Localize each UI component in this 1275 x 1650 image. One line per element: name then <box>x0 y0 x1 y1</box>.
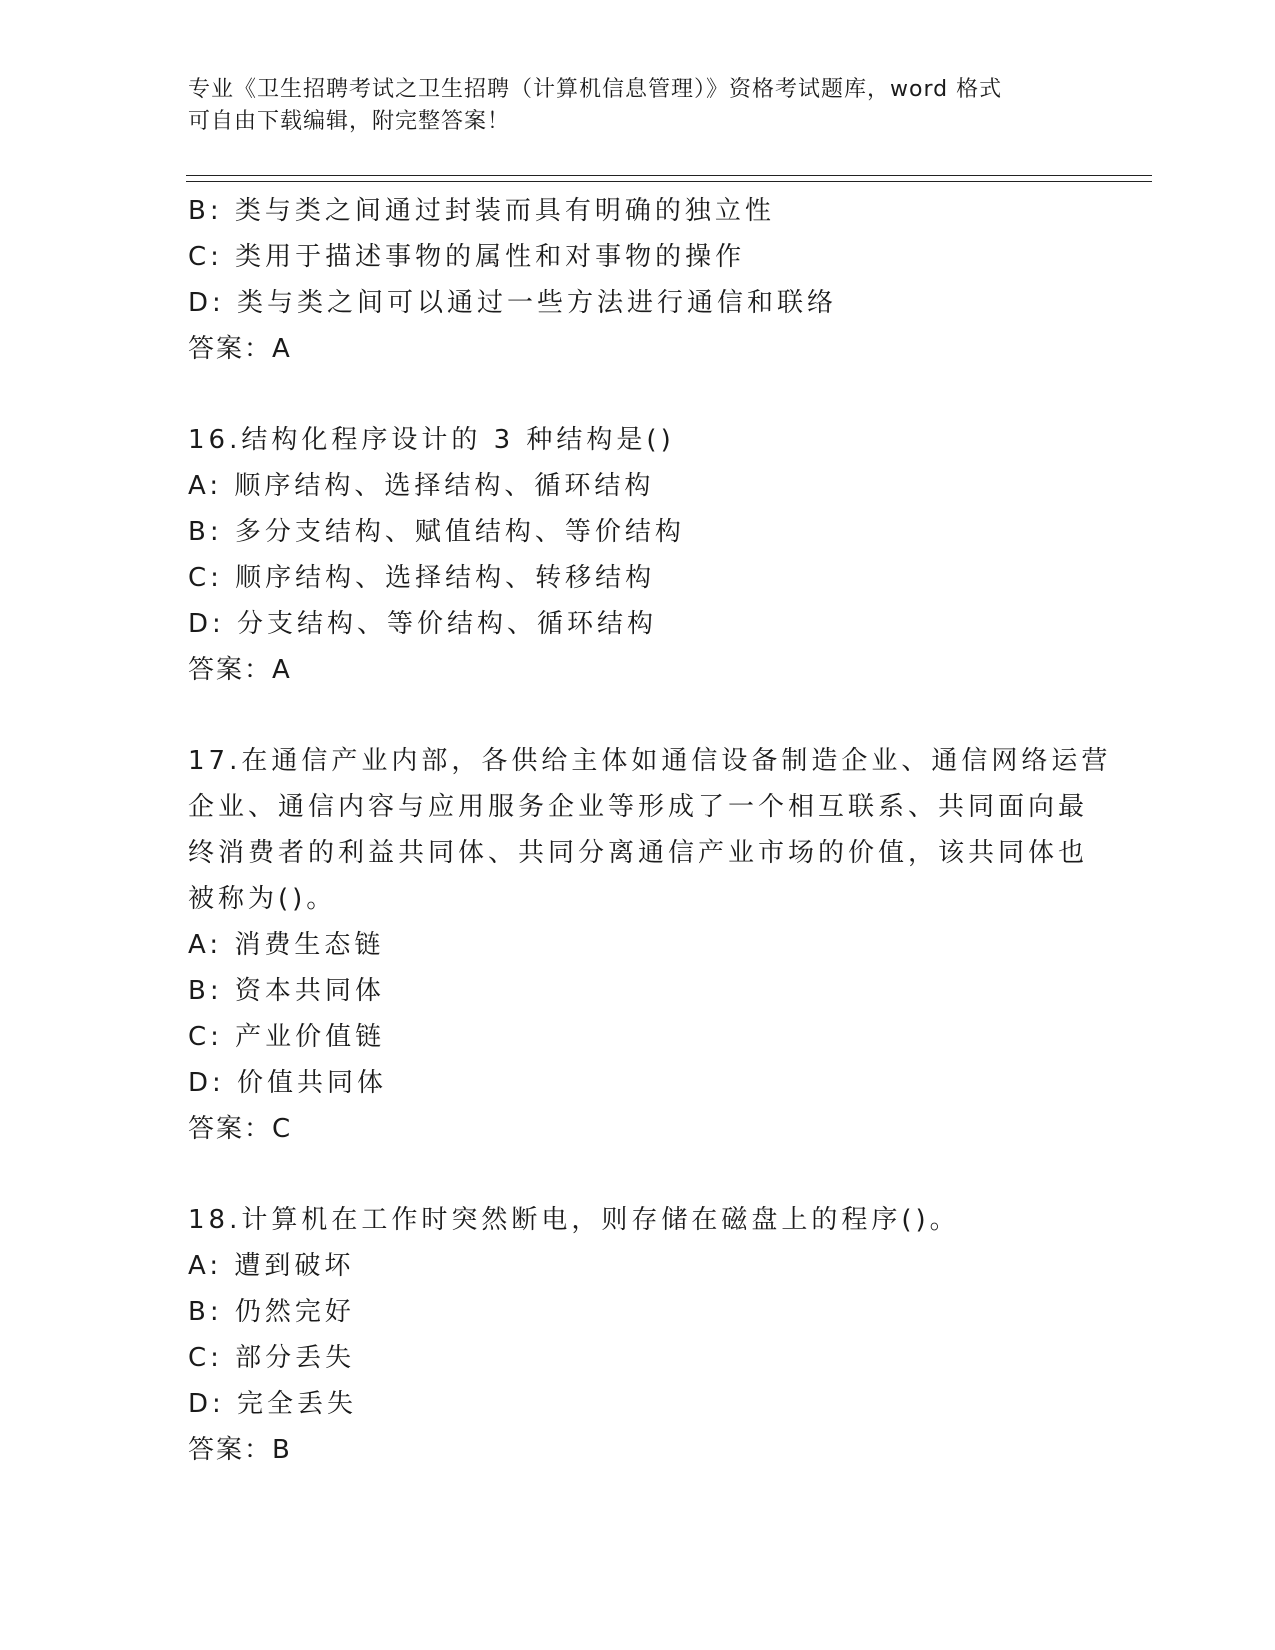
question-list <box>188 188 1112 1473</box>
option-a: A: 遭到破坏 <box>188 1251 355 1281</box>
header-rule-bottom <box>186 181 1152 182</box>
answer: 答案：A <box>188 655 292 685</box>
answer: 答案：B <box>188 1435 292 1465</box>
option-b: B: 类与类之间通过封装而具有明确的独立性 <box>188 196 775 226</box>
option-c: C: 产业价值链 <box>188 1022 386 1052</box>
header-rule-top <box>186 175 1152 176</box>
answer: 答案：C <box>188 1114 293 1144</box>
option-d: D: 完全丢失 <box>188 1389 358 1419</box>
option-d: D: 价值共同体 <box>188 1068 388 1098</box>
document-header <box>188 74 1078 138</box>
option-b: B: 仍然完好 <box>188 1297 355 1327</box>
question-16 <box>188 417 1088 693</box>
option-a: A: 顺序结构、选择结构、循环结构 <box>188 471 655 501</box>
option-c: C: 部分丢失 <box>188 1343 356 1373</box>
question-text-line-3: 终消费者的利益共同体、共同分离通信产业市场的价值，该共同体也 <box>188 838 1089 868</box>
answer: 答案：A <box>188 334 292 364</box>
question-text-line-1: 17.在通信产业内部，各供给主体如通信设备制造企业、通信网络运营 <box>188 746 1112 776</box>
header-line-1: 专业《卫生招聘考试之卫生招聘（计算机信息管理）》资格考试题库，word 格式 <box>188 77 1003 102</box>
option-a: A: 消费生态链 <box>188 930 385 960</box>
question-text: 16.结构化程序设计的 3 种结构是() <box>188 425 675 455</box>
option-d: D: 分支结构、等价结构、循环结构 <box>188 609 658 639</box>
question-17 <box>188 738 1112 1152</box>
option-c: C: 顺序结构、选择结构、转移结构 <box>188 563 656 593</box>
question-text: 18.计算机在工作时突然断电，则存储在磁盘上的程序()。 <box>188 1205 960 1235</box>
question-18 <box>188 1197 1088 1473</box>
question-text-line-4: 被称为()。 <box>188 884 337 914</box>
header-line-2: 可自由下载编辑，附完整答案！ <box>188 109 511 134</box>
option-c: C: 类用于描述事物的属性和对事物的操作 <box>188 242 746 272</box>
option-b: B: 资本共同体 <box>188 976 385 1006</box>
option-b: B: 多分支结构、赋值结构、等价结构 <box>188 517 685 547</box>
question-text-line-2: 企业、通信内容与应用服务企业等形成了一个相互联系、共同面向最 <box>188 792 1089 822</box>
question-15 <box>188 188 1088 372</box>
option-d: D: 类与类之间可以通过一些方法进行通信和联络 <box>188 288 838 318</box>
